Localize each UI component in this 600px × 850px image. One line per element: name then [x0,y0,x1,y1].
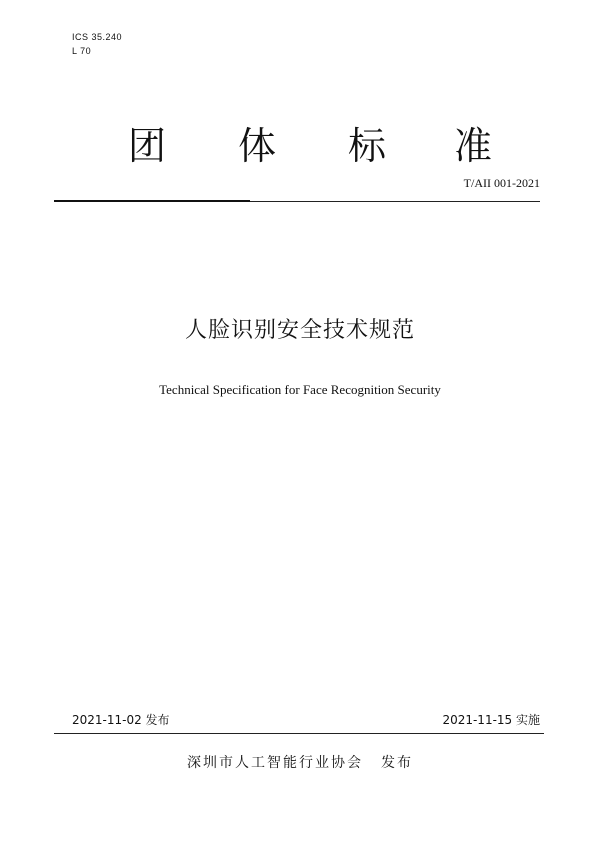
ccs-code: L 70 [72,46,92,56]
document-title-en: Technical Specification for Face Recognition Security [159,382,441,397]
publisher-action: 发布 [381,755,413,771]
publisher-name: 深圳市人工智能行业协会 [187,755,363,771]
footer-divider [54,733,544,734]
classification-block [72,30,122,58]
standard-type-char-2: 体 [237,124,276,168]
header-divider-thick [54,200,250,202]
ics-code: ICS 35.240 [72,32,123,42]
standard-code: T/AII 001-2021 [463,176,540,190]
publisher-line [0,752,600,772]
standard-type-char-4: 准 [453,124,492,168]
standard-type-heading [0,118,600,178]
issue-date: 2021-11-02 发布 [72,713,170,727]
document-title-cn: 人脸识别安全技术规范 [184,318,415,343]
standard-type-char-3: 标 [347,124,386,168]
standard-type-char-1: 团 [127,124,166,168]
implementation-date: 2021-11-15 实施 [442,713,540,727]
